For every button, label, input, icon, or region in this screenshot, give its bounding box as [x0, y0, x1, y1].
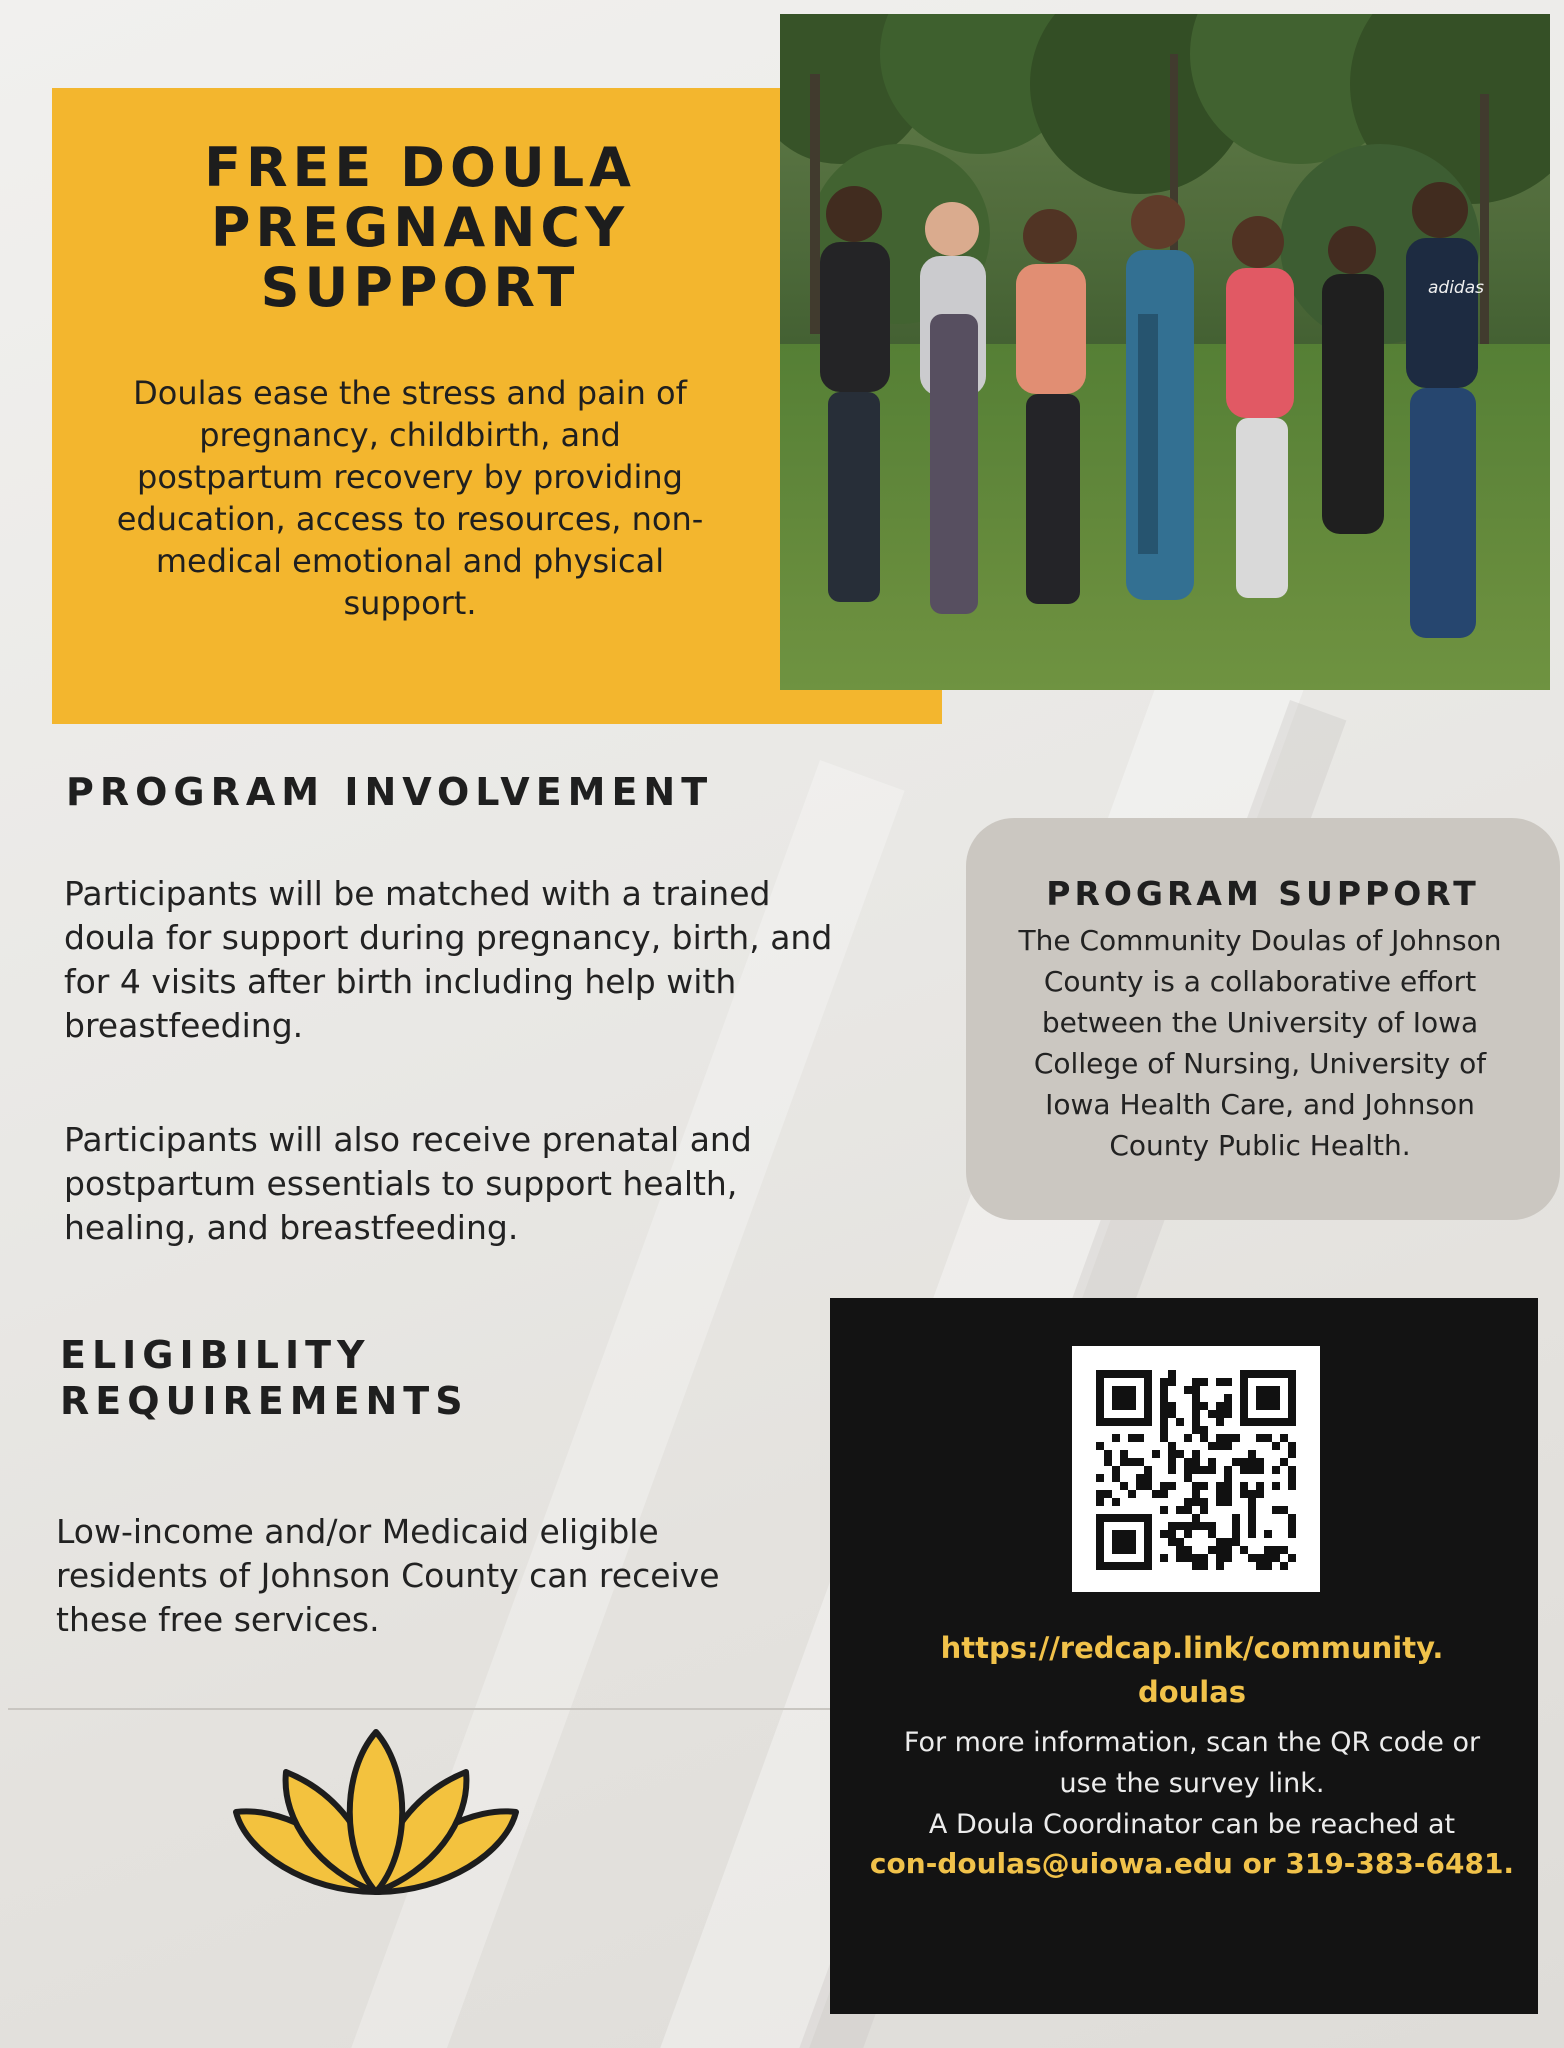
- support-line: College of Nursing, University of: [1033, 1047, 1487, 1080]
- coordinator-contact[interactable]: con-doulas@uiowa.edu or 319-383-6481.: [869, 1847, 1515, 1880]
- program-involvement-paragraph-2: [64, 1118, 944, 1250]
- description-line: Doulas ease the stress and pain of: [133, 374, 687, 412]
- program-support-heading: PROGRAM SUPPORT: [1046, 874, 1480, 913]
- paragraph-line: healing, and breastfeeding.: [64, 1208, 519, 1247]
- instruction-line: For more information, scan the QR code or: [903, 1727, 1481, 1758]
- survey-link-line[interactable]: doulas: [1137, 1675, 1247, 1709]
- eligibility-text: [56, 1510, 816, 1642]
- instruction-line: use the survey link.: [1059, 1768, 1325, 1799]
- heading-line: ELIGIBILITY: [60, 1333, 371, 1377]
- title-line: FREE DOULA: [204, 136, 636, 199]
- qr-code[interactable]: [1072, 1346, 1320, 1592]
- description-line: pregnancy, childbirth, and: [199, 416, 621, 454]
- program-involvement-heading: PROGRAM INVOLVEMENT: [66, 770, 714, 814]
- paragraph-line: postpartum essentials to support health,: [64, 1164, 738, 1203]
- support-line: between the University of Iowa: [1041, 1006, 1479, 1039]
- paragraph-line: Participants will also receive prenatal and: [64, 1120, 752, 1159]
- shirt-logo-text: adidas: [1428, 278, 1484, 298]
- paragraph-line: Low-income and/or Medicaid eligible: [56, 1512, 659, 1551]
- survey-link[interactable]: [842, 1626, 1542, 1714]
- description-line: support.: [343, 584, 477, 622]
- support-line: Iowa Health Care, and Johnson: [1045, 1088, 1475, 1121]
- paragraph-line: for 4 visits after birth including help with: [64, 962, 737, 1001]
- survey-link-line[interactable]: https://redcap.link/community.: [940, 1631, 1444, 1665]
- group-photo-illustration: [780, 14, 1550, 690]
- support-line: County Public Health.: [1109, 1129, 1411, 1162]
- program-involvement-paragraph-1: [64, 872, 944, 1048]
- lotus-icon: [226, 1722, 526, 1902]
- qr-code-graphic: [1072, 1346, 1320, 1592]
- description-line: medical emotional and physical: [155, 542, 665, 580]
- contact-instructions: [842, 1722, 1542, 1845]
- description-line: postpartum recovery by providing: [137, 458, 683, 496]
- title-line: PREGNANCY: [210, 196, 630, 259]
- paragraph-line: Participants will be matched with a trained: [64, 874, 771, 913]
- paragraph-line: residents of Johnson County can receive: [56, 1556, 720, 1595]
- title-line: SUPPORT: [260, 256, 580, 319]
- header-description: [80, 372, 740, 624]
- instruction-line: A Doula Coordinator can be reached at: [928, 1809, 1456, 1840]
- support-line: County is a collaborative effort: [1043, 965, 1477, 998]
- eligibility-heading: [60, 1332, 469, 1424]
- flyer-title: [60, 138, 780, 318]
- section-divider: [8, 1708, 834, 1710]
- heading-line: REQUIREMENTS: [60, 1379, 469, 1423]
- group-photo: [780, 14, 1550, 690]
- paragraph-line: doula for support during pregnancy, birth, and: [64, 918, 833, 957]
- support-line: The Community Doulas of Johnson: [1018, 924, 1502, 957]
- program-support-text: [980, 920, 1540, 1166]
- paragraph-line: breastfeeding.: [64, 1006, 304, 1045]
- description-line: education, access to resources, non-: [116, 500, 704, 538]
- paragraph-line: these free services.: [56, 1600, 380, 1639]
